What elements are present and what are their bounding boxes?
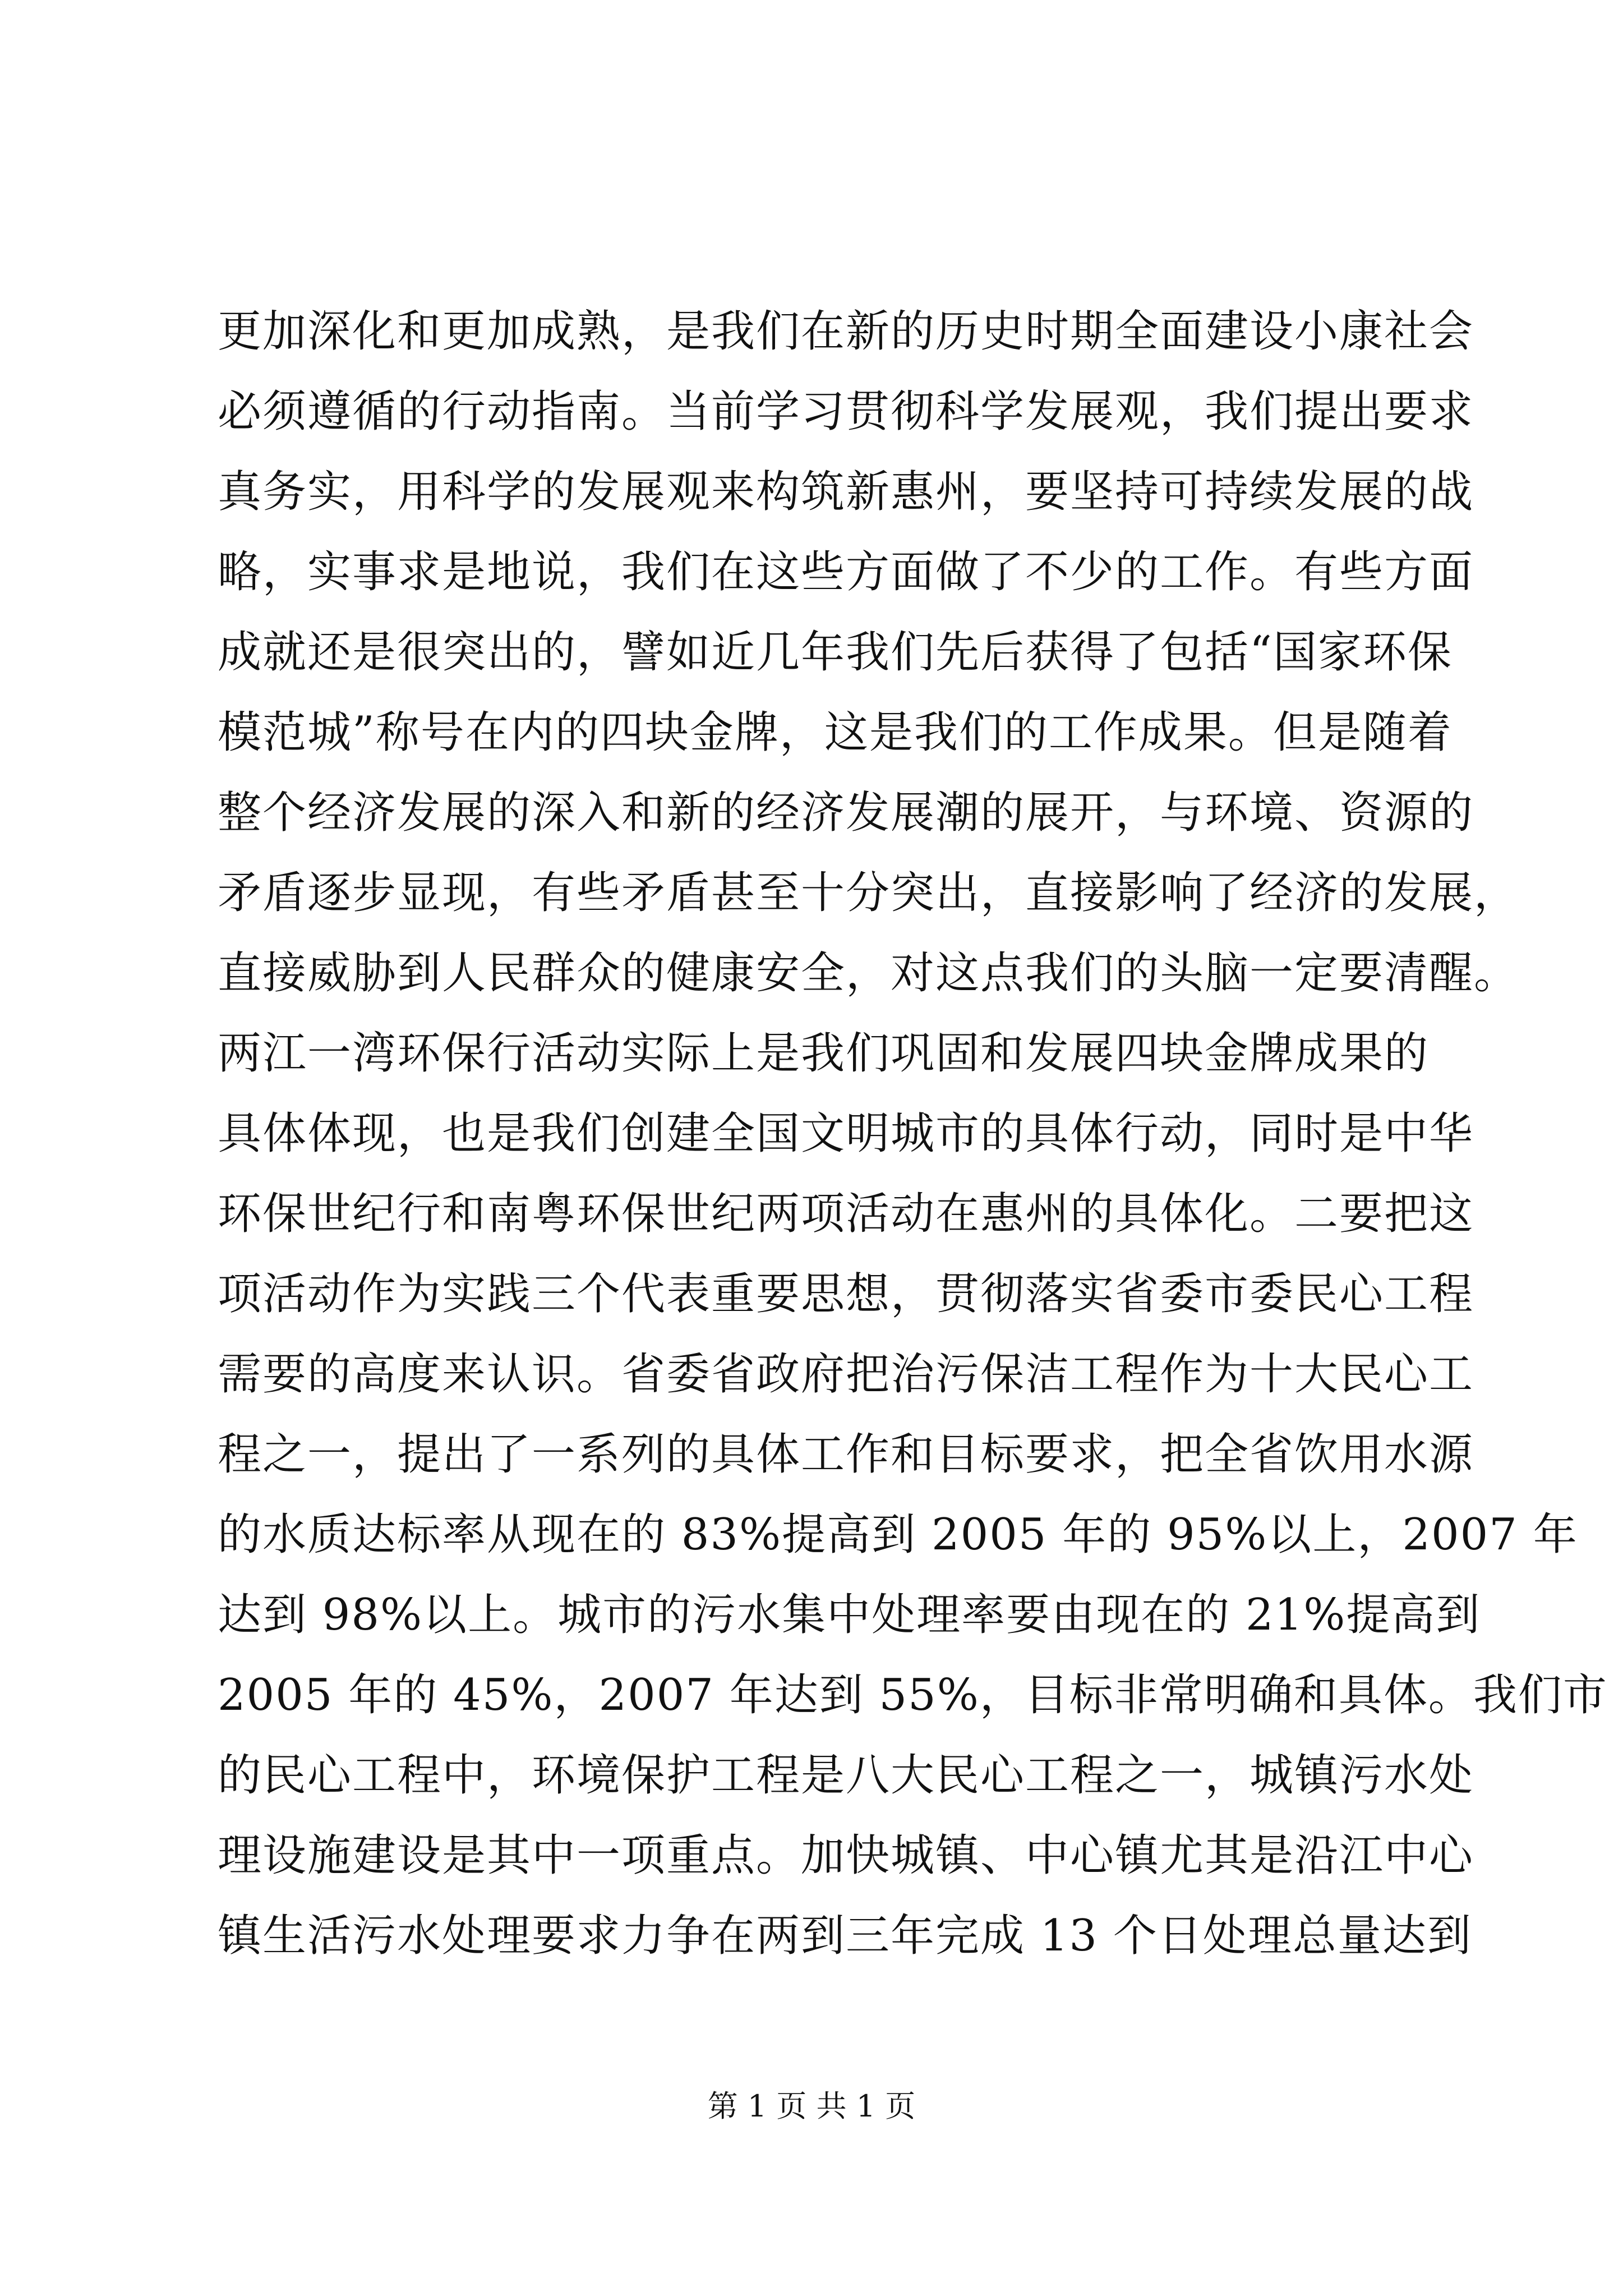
text-line: 需要的高度来认识。省委省政府把治污保洁工程作为十大民心工	[218, 1349, 1474, 1400]
text-line: 镇生活污水处理要求力争在两到三年完成 13 个日处理总量达到	[218, 1911, 1472, 1961]
text-line: 成就还是很突出的，譬如近几年我们先后获得了包括“国家环保	[218, 627, 1453, 678]
text-line: 略，实事求是地说，我们在这些方面做了不少的工作。有些方面	[218, 547, 1474, 597]
text-line: 具体体现，也是我们创建全国文明城市的具体行动，同时是中华	[218, 1108, 1474, 1159]
text-line: 模范城”称号在内的四块金牌，这是我们的工作成果。但是随着	[218, 707, 1453, 758]
text-line: 矛盾逐步显现，有些矛盾甚至十分突出，直接影响了经济的发展，	[218, 868, 1519, 918]
text-line: 理设施建设是其中一项重点。加快城镇、中心镇尤其是沿江中心	[218, 1830, 1474, 1881]
text-line: 更加深化和更加成熟，是我们在新的历史时期全面建设小康社会	[218, 306, 1474, 357]
text-line: 程之一，提出了一系列的具体工作和目标要求，把全省饮用水源	[218, 1429, 1474, 1480]
text-line: 直接威胁到人民群众的健康安全，对这点我们的头脑一定要清醒。	[218, 948, 1519, 999]
text-line: 2005 年的 45%，2007 年达到 55%，目标非常明确和具体。我们市	[218, 1670, 1608, 1720]
body-text	[218, 292, 1608, 1976]
text-line: 达到 98%以上。城市的污水集中处理率要由现在的 21%提高到	[218, 1590, 1481, 1640]
text-line: 整个经济发展的深入和新的经济发展潮的展开，与环境、资源的	[218, 788, 1474, 838]
text-line: 真务实，用科学的发展观来构筑新惠州，要坚持可持续发展的战	[218, 467, 1474, 517]
text-line: 必须遵循的行动指南。当前学习贯彻科学发展观，我们提出要求	[218, 386, 1474, 437]
text-line: 环保世纪行和南粤环保世纪两项活动在惠州的具体化。二要把这	[218, 1189, 1474, 1239]
text-line: 的民心工程中，环境保护工程是八大民心工程之一，城镇污水处	[218, 1750, 1474, 1801]
text-line: 的水质达标率从现在的 83%提高到 2005 年的 95%以上，2007 年	[218, 1510, 1578, 1560]
page-footer	[0, 2087, 1623, 2126]
page-number-label: 第 1 页 共 1 页	[707, 2088, 916, 2124]
text-line: 两江一湾环保行活动实际上是我们巩固和发展四块金牌成果的	[218, 1028, 1430, 1079]
text-line: 项活动作为实践三个代表重要思想，贯彻落实省委市委民心工程	[218, 1269, 1474, 1319]
